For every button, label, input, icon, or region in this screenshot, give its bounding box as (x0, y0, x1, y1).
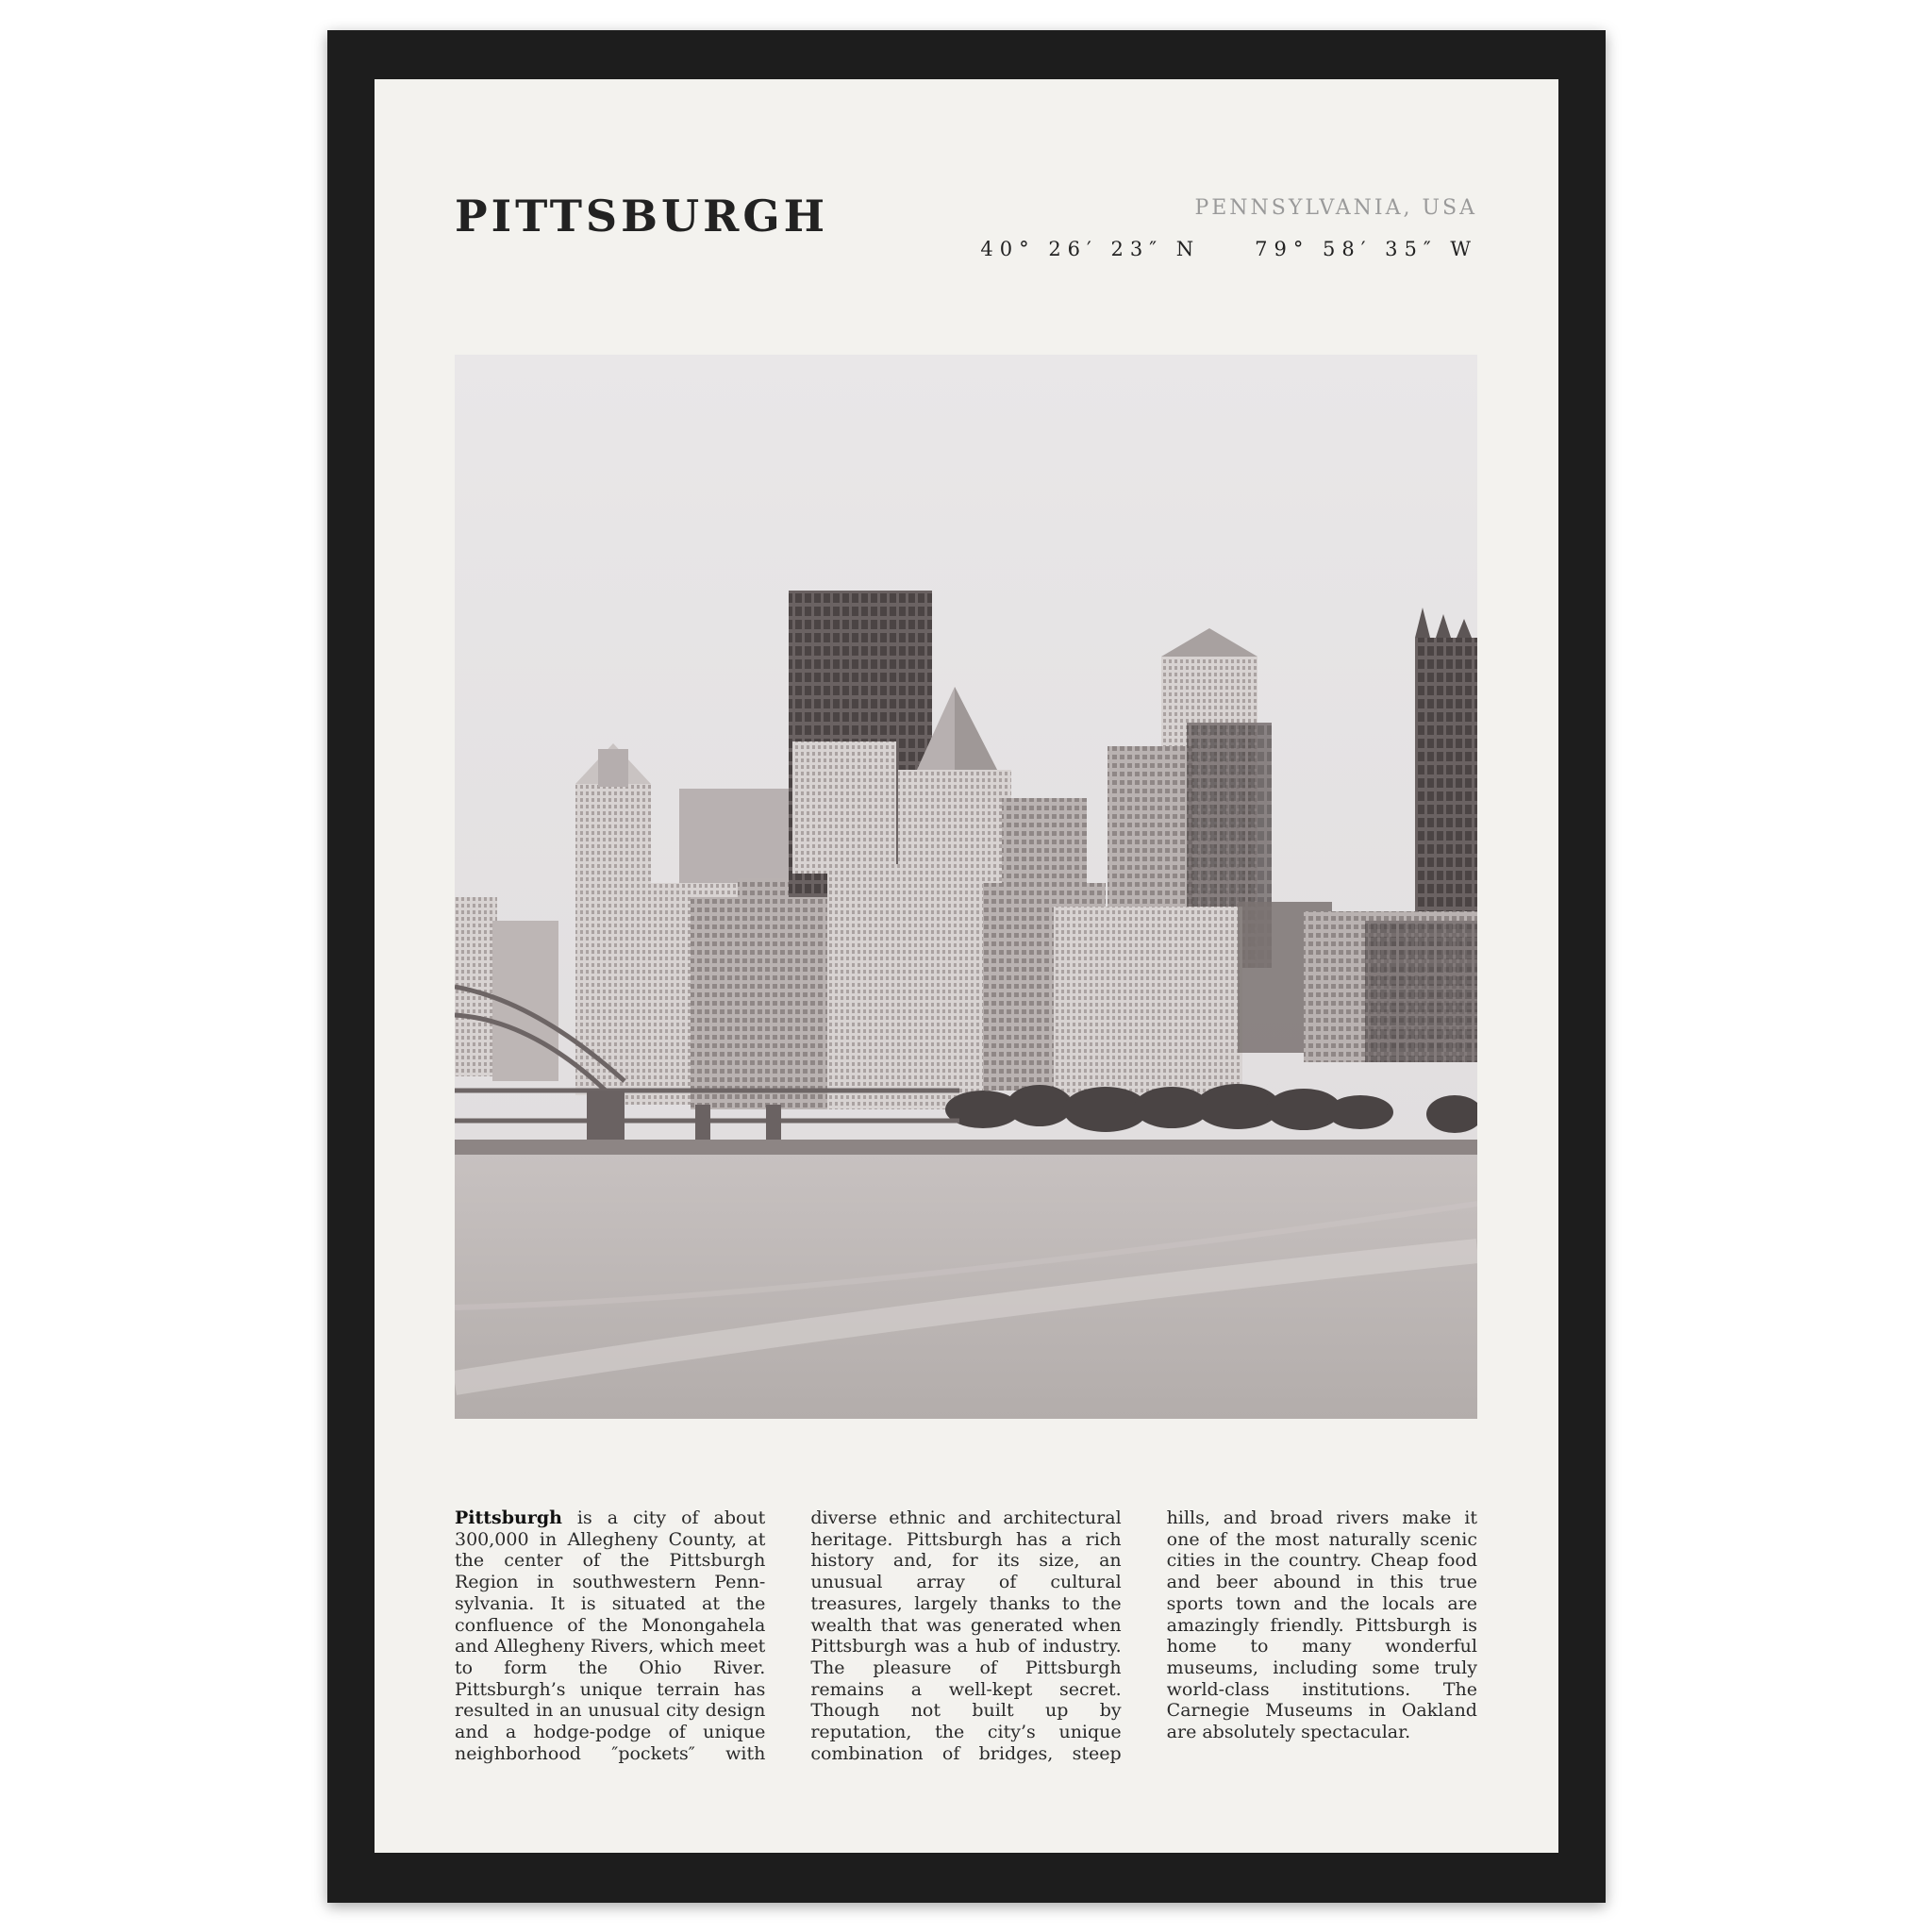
poster-frame (327, 30, 1606, 1903)
latitude: 40° 26′ 23″ N (980, 238, 1201, 260)
building (1054, 907, 1242, 1114)
shoreline (455, 1140, 1477, 1157)
skyline-photo (455, 355, 1477, 1419)
river (455, 1155, 1477, 1419)
description-lead: Pittsburgh (455, 1507, 562, 1528)
poster-mat (375, 79, 1558, 1853)
building (691, 897, 841, 1109)
description-text (455, 1507, 1477, 1774)
description-body: is a city of about 300,000 in Allegheny County, at the center of the Pittsburgh Region in southwestern Pennsylvania. It is situated at the confluence of the Monongahela and Allegheny Rivers, which meet to form the Ohio River. Pittsburgh’s unique terrain has resulted in an unusual city design and a hodge-podge of unique neighborhood ″pockets″ with diverse ethnic and architectural heritage. Pittsburgh has a rich history and, for its size, an unusual array of cultural treasures, largely thanks to the wealth that was generated when Pittsburgh was a hub of industry. The pleasure of Pittsburgh remains a well-kept secret. Though not built up by reputation, the city’s unique combination of bridges, steep hills, and broad rivers make it one of the most naturally scenic cities in the country. Cheap food and beer abound in this true sports town and the locals are amazingly friendly. Pittsburgh is home to many wonderful museums, including some truly world-class institutions. The Carnegie Museums in Oakland are absolutely spectacular. (455, 1507, 1477, 1764)
region-label: PENNSYLVANIA, USA (1194, 196, 1477, 220)
coordinates (980, 238, 1477, 260)
skyline-illustration (455, 355, 1477, 1419)
longitude: 79° 58′ 35″ W (1255, 238, 1477, 260)
city-title: PITTSBURGH (455, 191, 829, 242)
